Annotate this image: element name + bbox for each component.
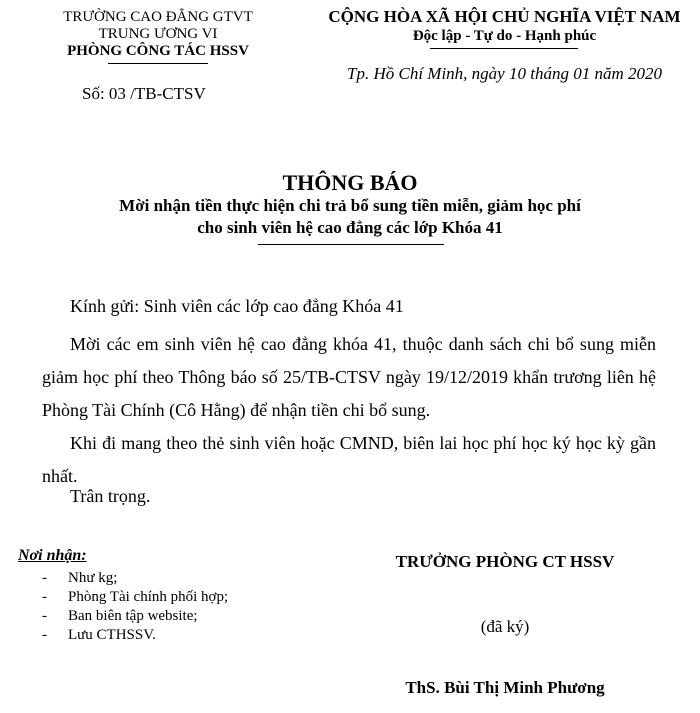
recipient-item: Lưu CTHSSV. [68,627,156,643]
document-number: Số: 03 /TB-CTSV [82,84,206,103]
notice-subtitle-line2: cho sinh viên hệ cao đẳng các lớp Khóa 41 [197,218,503,237]
body-paragraph-1: Mời các em sinh viên hệ cao đẳng khóa 41, thuộc danh sách chi bổ sung miễn giảm học phí theo Thông báo số 25/TB-CTSV ngày 19/12/2019 khẩn trương liên hệ Phòng Tài Chính (Cô Hằng) để nhận tiền chi bổ sung. [42,334,656,420]
dash-bullet: - [42,608,47,624]
department-name: PHÒNG CÔNG TÁC HSSV [67,43,249,59]
salutation: Kính gửi: Sinh viên các lớp cao đẳng Khóa 41 [70,296,404,316]
closing-text: Trân trọng. [70,486,151,506]
signer-name: ThS. Bùi Thị Minh Phương [405,678,605,697]
motto-underline [430,48,578,49]
recipient-item: Như kg; [68,570,118,586]
signed-note: (đã ký) [480,617,530,636]
organization-subname: TRUNG ƯƠNG VI [98,26,218,42]
title-underline [258,244,444,245]
list-item [18,569,228,588]
recipients-label: Nơi nhận: [18,547,87,564]
notice-title: THÔNG BÁO [282,170,418,195]
organization-name: TRƯỜNG CAO ĐẲNG GTVT [63,9,253,25]
body-paragraph-2: Khi đi mang theo thẻ sinh viên hoặc CMND, biên lai học phí học ký học kỳ gần nhất. [42,433,656,486]
signature-title: TRƯỞNG PHÒNG CT HSSV [395,552,615,571]
dash-bullet: - [42,570,47,586]
national-motto: Độc lập - Tự do - Hạnh phúc [412,28,597,44]
list-item [18,607,228,626]
list-item [18,626,228,645]
dash-bullet: - [42,589,47,605]
recipients-list [18,569,228,645]
recipient-item: Phòng Tài chính phối hợp; [68,589,229,605]
national-title: CỘNG HÒA XÃ HỘI CHỦ NGHĨA VIỆT NAM [328,7,681,26]
recipient-item: Ban biên tập website; [68,608,198,624]
list-item [18,588,228,607]
dash-bullet: - [42,627,47,643]
department-underline [108,63,208,64]
notice-subtitle-line1: Mời nhận tiền thực hiện chi trả bổ sung tiền miễn, giảm học phí [119,196,581,215]
place-date: Tp. Hồ Chí Minh, ngày 10 tháng 01 năm 2020 [347,64,662,83]
